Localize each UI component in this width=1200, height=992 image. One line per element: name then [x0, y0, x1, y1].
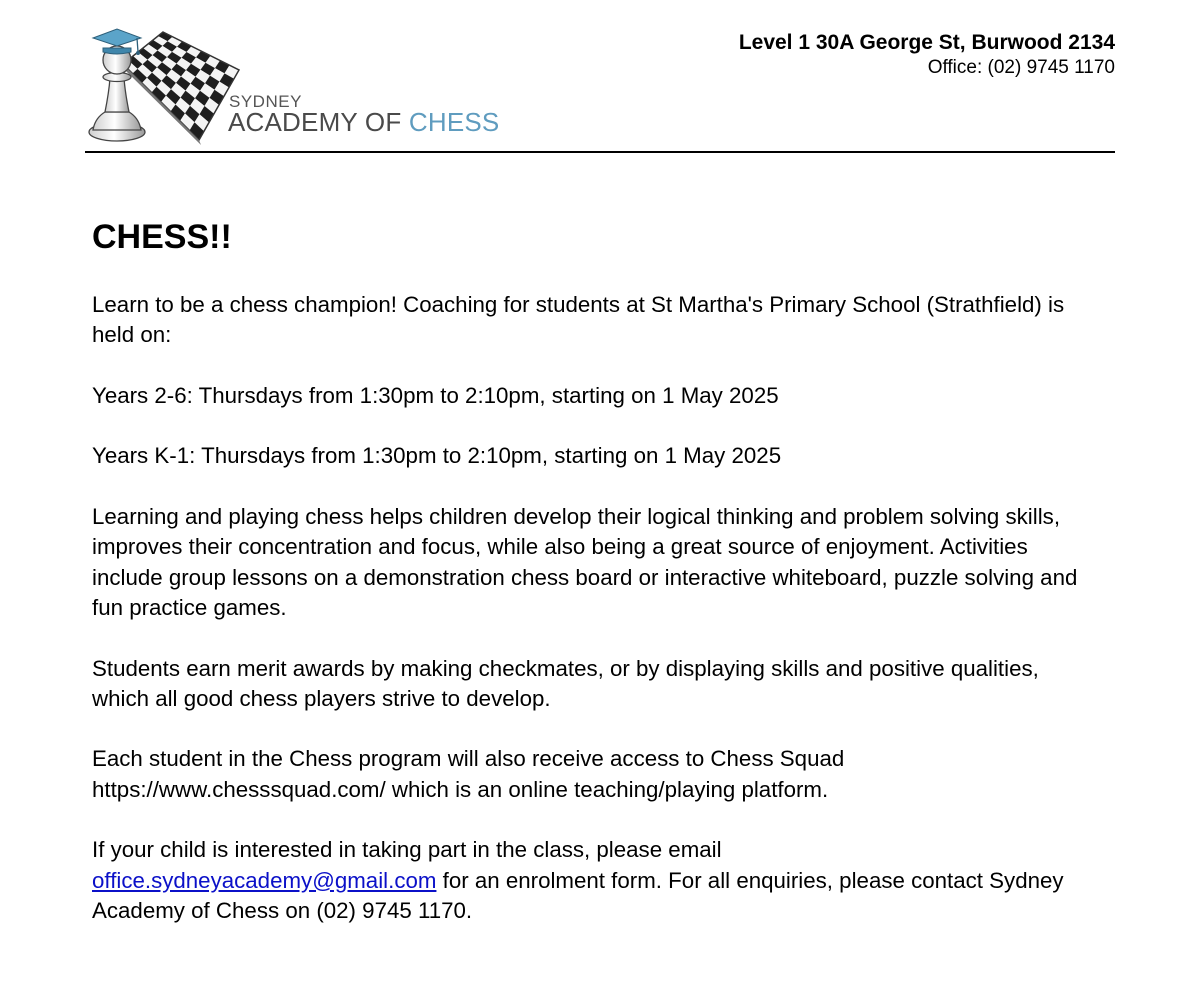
academy-logo [85, 22, 505, 147]
letter-body [92, 215, 1102, 926]
schedule-years-k-1: Years K-1: Thursdays from 1:30pm to 2:10pm, starting on 1 May 2025 [92, 443, 782, 469]
address: Level 1 30A George St, Burwood 2134 [738, 31, 1115, 54]
email-link[interactable]: office.sydneyacademy@gmail.com [92, 867, 437, 893]
logo-line2 [228, 107, 499, 138]
logo-line2-main: ACADEMY OF [228, 107, 402, 137]
chess-squad-paragraph [92, 744, 1102, 805]
benefits-paragraph: Learning and playing chess helps children develop their logical thinking and problem solving skills, improves their concentration and focus, while also being a great source of enjoyment. Activities include group lessons on a demonstration chess board or interactive whiteboard, puzzle solving and fun practice games. [92, 504, 1078, 620]
logo-line1: SYDNEY [229, 92, 302, 111]
chess-pawn-board-graduation-cap-icon [85, 22, 245, 147]
document-title: CHESS!! [92, 218, 232, 256]
enrolment-paragraph [92, 835, 1102, 926]
enrolment-line1: If your child is interested in taking part in the class, please email [92, 837, 722, 863]
chess-squad-line2: https://www.chesssquad.com/ which is an online teaching/playing platform. [92, 776, 829, 802]
office-phone: Office: (02) 9745 1170 [927, 57, 1115, 78]
header-rule [85, 151, 1115, 153]
chess-squad-line1: Each student in the Chess program will also receive access to Chess Squad [92, 746, 845, 772]
letterhead [85, 0, 1115, 153]
intro-paragraph: Learn to be a chess champion! Coaching for students at St Martha's Primary School (Strathfield) is held on: [92, 292, 1065, 348]
logo-line2-accent: CHESS [408, 107, 500, 137]
schedule-years-2-6: Years 2-6: Thursdays from 1:30pm to 2:10pm, starting on 1 May 2025 [92, 382, 779, 408]
contact-block [739, 30, 1115, 80]
enrolment-rest: for an enrolment form. For all enquiries, please contact Sydney Academy of Chess on (02) 9745 1170. [92, 867, 1064, 923]
awards-paragraph: Students earn merit awards by making checkmates, or by displaying skills and positive qualities, which all good chess players strive to develop. [92, 655, 1039, 711]
